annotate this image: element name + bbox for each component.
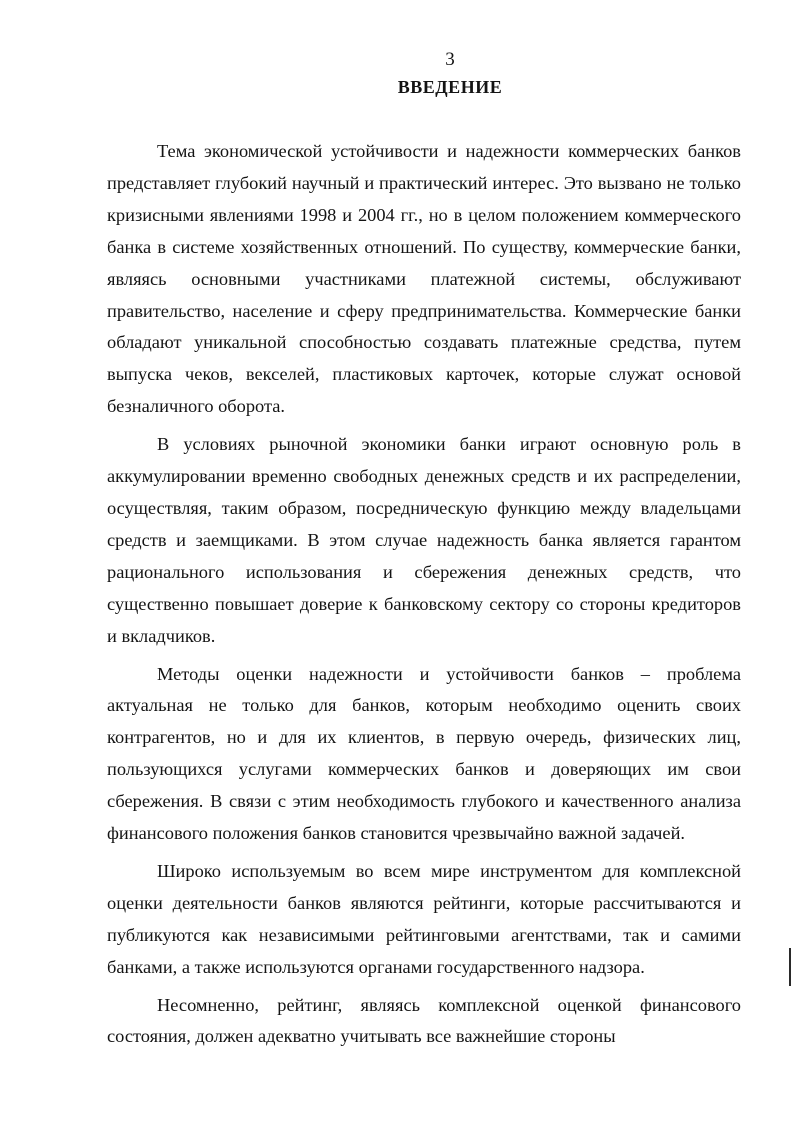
paragraph-4: Широко используемым во всем мире инструментом для комплексной оценки деятельности банков являются рейтинги, которые рассчитываются и публикуются как независимыми рейтинговыми агентствами, так и самими банками, а также используются органами государственного надзора. <box>107 860 741 977</box>
page-number: 3 <box>445 49 455 70</box>
body-text <box>107 136 741 1059</box>
paragraph-3: Методы оценки надежности и устойчивости банков – проблема актуальная не только для банков, которым необходимо оценить своих контрагентов, но и для их клиентов, в первую очередь, физических лиц, пользующихся услугами коммерческих банков и доверяющих им свои сбережения. В связи с этим необходимость глубокого и качественного анализа финансового положения банков становится чрезвычайно важной задачей. <box>107 663 741 844</box>
paragraph-5: Несомненно, рейтинг, являясь комплексной оценкой финансового состояния, должен адекватно учитывать все важнейшие стороны <box>107 994 741 1047</box>
section-heading: ВВЕДЕНИЕ <box>397 77 503 97</box>
paragraph-1: Тема экономической устойчивости и надежности коммерческих банков представляет глубокий научный и практический интерес. Это вызвано не только кризисными явлениями 1998 и 2004 гг., но в целом положением коммерческого банка в системе хозяйственных отношений. По существу, коммерческие банки, являясь основными участниками платежной системы, обслуживают правительство, население и сферу предпринимательства. Коммерческие банки обладают уникальной способностью создавать платежные средства, путем выпуска чеков, векселей, пластиковых карточек, которые служат основой безналичного оборота. <box>107 141 741 417</box>
paragraph-2: В условиях рыночной экономики банки играют основную роль в аккумулировании временно свободных денежных средств и их распределении, осуществляя, таким образом, посредническую функцию между владельцами средств и заемщиками. В этом случае надежность банка является гарантом рационального использования и сбережения денежных средств, что существенно повышает доверие к банковскому сектору со стороны кредиторов и вкладчиков. <box>107 434 741 646</box>
scan-artifact-mark <box>789 948 791 986</box>
